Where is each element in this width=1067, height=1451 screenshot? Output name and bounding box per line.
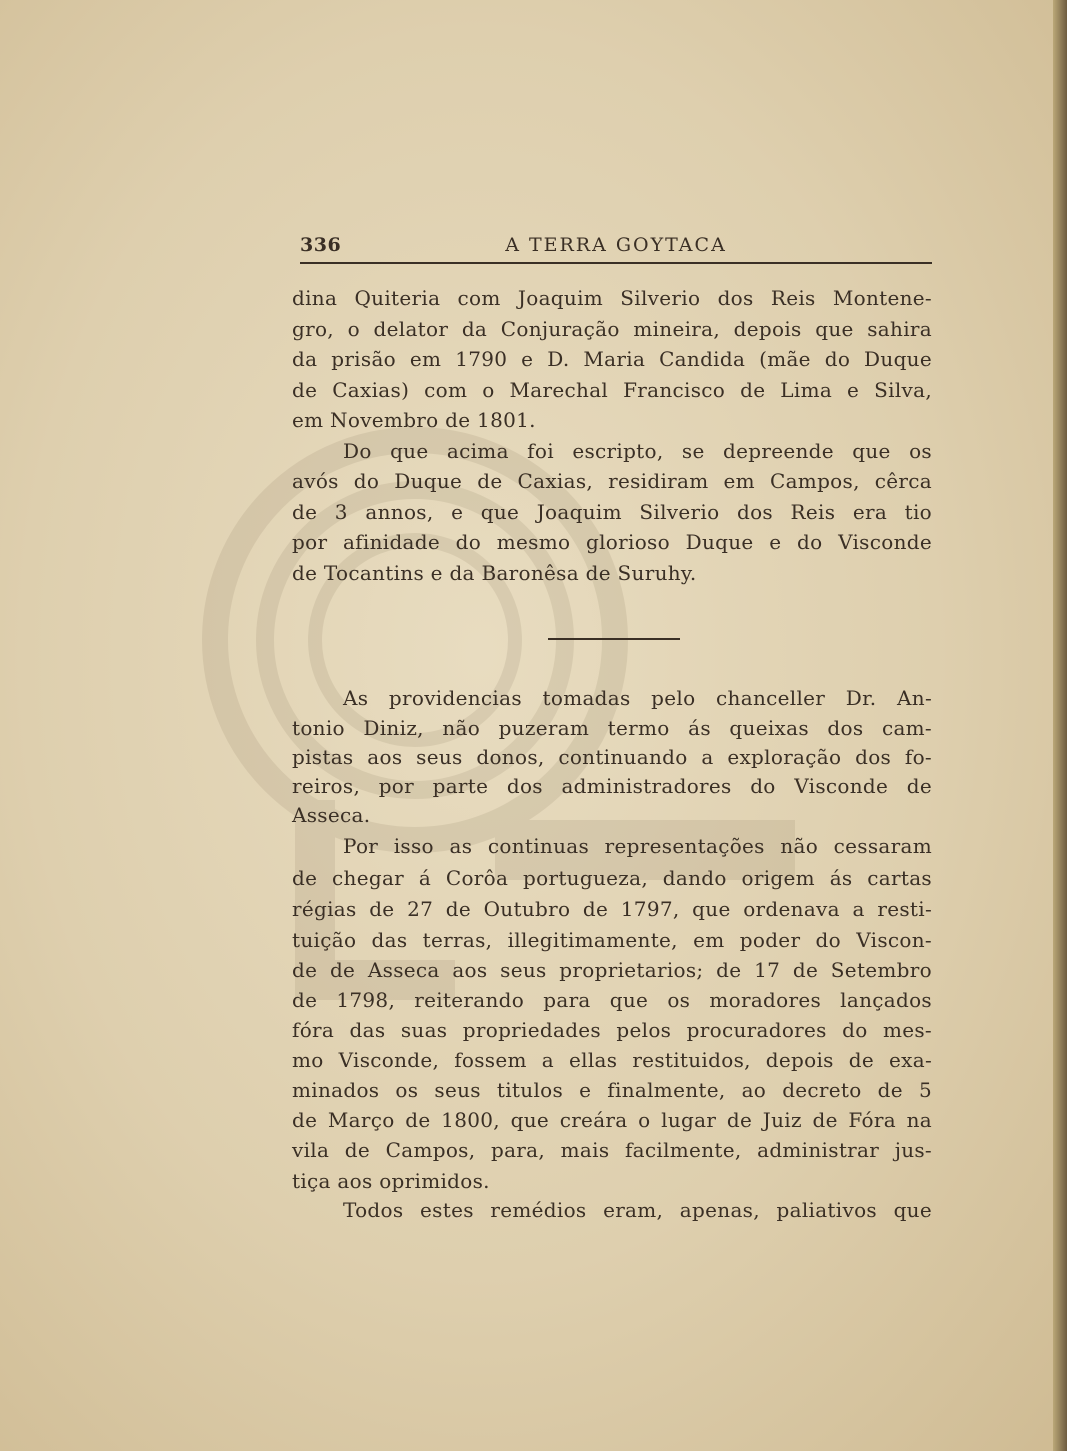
page-edge-shadow bbox=[1053, 0, 1067, 1451]
text-line: de de Asseca aos seus proprietarios; de 17 de Setembro bbox=[292, 958, 932, 982]
section-divider bbox=[548, 638, 680, 640]
text-line: tiça aos oprimidos. bbox=[292, 1169, 490, 1193]
text-line: Todos estes remédios eram, apenas, paliativos que bbox=[343, 1198, 932, 1222]
text-line: de Tocantins e da Baronêsa de Suruhy. bbox=[292, 561, 697, 585]
text-line: de chegar á Corôa portugueza, dando origem ás cartas bbox=[292, 866, 932, 890]
text-line: de 3 annos, e que Joaquim Silverio dos Reis era tio bbox=[292, 500, 932, 524]
text-line: por afinidade do mesmo glorioso Duque e do Visconde bbox=[292, 530, 932, 554]
text-line: Do que acima foi escripto, se depreende que os bbox=[343, 439, 932, 463]
text-line: mo Visconde, fossem a ellas restituidos, depois de exa- bbox=[292, 1048, 932, 1072]
text-line: Por isso as continuas representações não cessaram bbox=[343, 834, 932, 858]
text-line: gro, o delator da Conjuração mineira, depois que sahira bbox=[292, 317, 932, 341]
text-line: reiros, por parte dos administradores do Visconde de bbox=[292, 774, 932, 798]
text-line: de 1798, reiterando para que os moradores lançados bbox=[292, 988, 932, 1012]
text-line: de Caxias) com o Marechal Francisco de Lima e Silva, bbox=[292, 378, 932, 402]
text-line: em Novembro de 1801. bbox=[292, 408, 536, 432]
text-line: minados os seus titulos e finalmente, ao decreto de 5 bbox=[292, 1078, 932, 1102]
text-line: As providencias tomadas pelo chanceller Dr. An- bbox=[343, 686, 932, 710]
running-title: A TERRA GOYTACA bbox=[505, 234, 727, 256]
text-line: avós do Duque de Caxias, residiram em Campos, cêrca bbox=[292, 469, 932, 493]
text-line: pistas aos seus donos, continuando a exploração dos fo- bbox=[292, 745, 932, 769]
text-line: tonio Diniz, não puzeram termo ás queixas dos cam- bbox=[292, 716, 932, 740]
text-line: régias de 27 de Outubro de 1797, que ordenava a resti- bbox=[292, 897, 932, 921]
text-line: vila de Campos, para, mais facilmente, administrar jus- bbox=[292, 1138, 932, 1162]
text-line: fóra das suas propriedades pelos procuradores do mes- bbox=[292, 1018, 932, 1042]
text-line: dina Quiteria com Joaquim Silverio dos Reis Montene- bbox=[292, 286, 932, 310]
page-header bbox=[300, 234, 932, 264]
text-line: de Março de 1800, que creára o lugar de Juiz de Fóra na bbox=[292, 1108, 932, 1132]
page-number: 336 bbox=[300, 234, 342, 256]
text-line: tuição das terras, illegitimamente, em poder do Viscon- bbox=[292, 928, 932, 952]
text-line: Asseca. bbox=[292, 803, 371, 827]
text-line: da prisão em 1790 e D. Maria Candida (mãe do Duque bbox=[292, 347, 932, 371]
